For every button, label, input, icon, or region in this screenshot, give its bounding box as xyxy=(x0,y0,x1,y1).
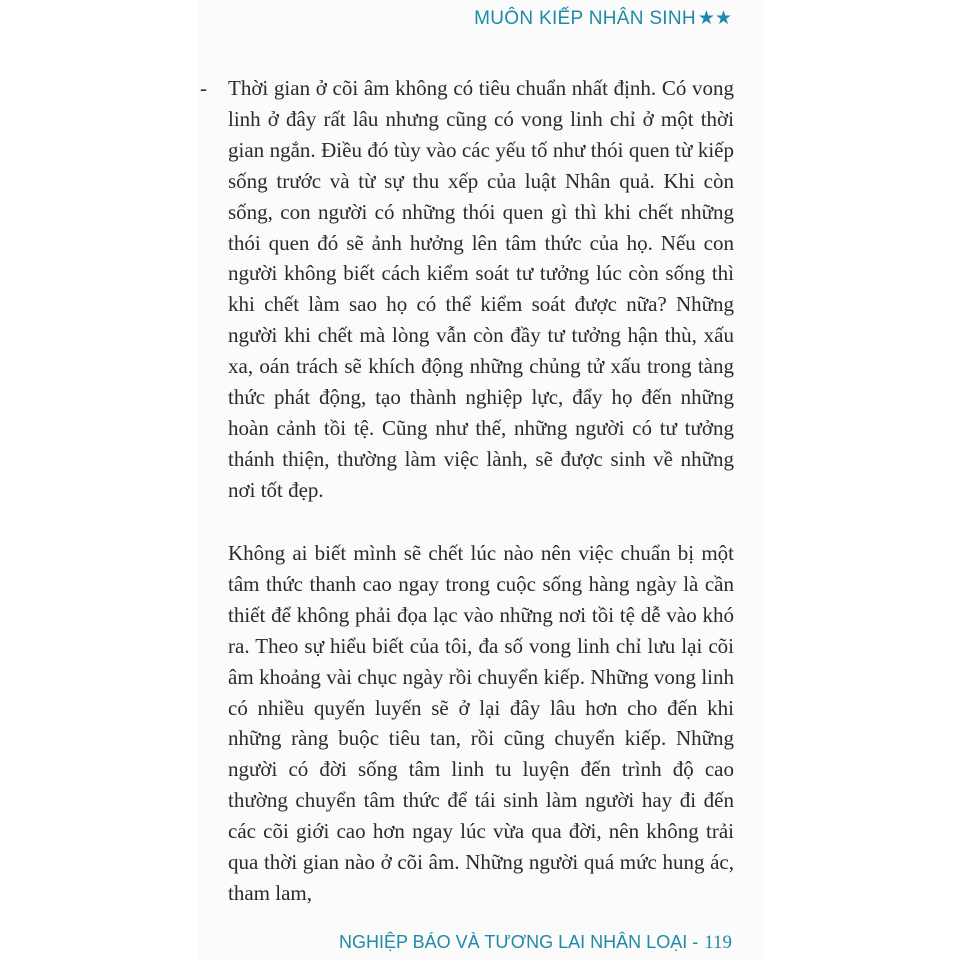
running-footer xyxy=(339,932,732,954)
header-stars: ★★ xyxy=(697,8,732,29)
header-title: MUÔN KIẾP NHÂN SINH xyxy=(474,8,696,29)
list-item-text: Thời gian ở cõi âm không có tiêu chuẩn nhất định. Có vong linh ở đây rất lâu nhưng cũng có vong linh chỉ ở một thời gian ngắn. Điều đó tùy vào các yếu tố như thói quen từ kiếp sống trước và từ sự thu xếp của luật Nhân quả. Khi còn sống, con người có những thói quen gì thì khi chết những thói quen đó sẽ ảnh hưởng lên tâm thức của họ. Nếu con người không biết cách kiểm soát tư tưởng lúc còn sống thì khi chết làm sao họ có thể kiểm soát được nữa? Những người khi chết mà lòng vẫn còn đầy tư tưởng hận thù, xấu xa, oán trách sẽ khích động những chủng tử xấu trong tàng thức phát động, tạo thành nghiệp lực, đẩy họ đến những hoàn cảnh tồi tệ. Cũng như thế, những người có tư tưởng thánh thiện, thường làm việc lành, sẽ được sinh về những nơi tốt đẹp. xyxy=(228,76,734,502)
page-number: 119 xyxy=(704,932,732,953)
footer-title: NGHIỆP BÁO VÀ TƯƠNG LAI NHÂN LOẠI - xyxy=(338,932,699,952)
running-header xyxy=(474,7,732,30)
list-dash: - xyxy=(200,76,207,100)
body-paragraph: Không ai biết mình sẽ chết lúc nào nên việc chuẩn bị một tâm thức thanh cao ngay trong cuộc sống hàng ngày là cần thiết để không phải đọa lạc vào những nơi tồi tệ dễ vào khó ra. Theo sự hiểu biết của tôi, đa số vong linh chỉ lưu lại cõi âm khoảng vài chục ngày rồi chuyển kiếp. Những vong linh có nhiều quyến luyến sẽ ở lại đây lâu hơn cho đến khi những ràng buộc tiêu tan, rồi cũng chuyển kiếp. Những người có đời sống tâm linh tu luyện đến trình độ cao thường chuyển tâm thức để tái sinh làm người hay đi đến các cõi giới cao hơn ngay lúc vừa qua đời, nên không trải qua thời gian nào ở cõi âm. Những người quá mức hung ác, tham lam, xyxy=(228,541,734,905)
